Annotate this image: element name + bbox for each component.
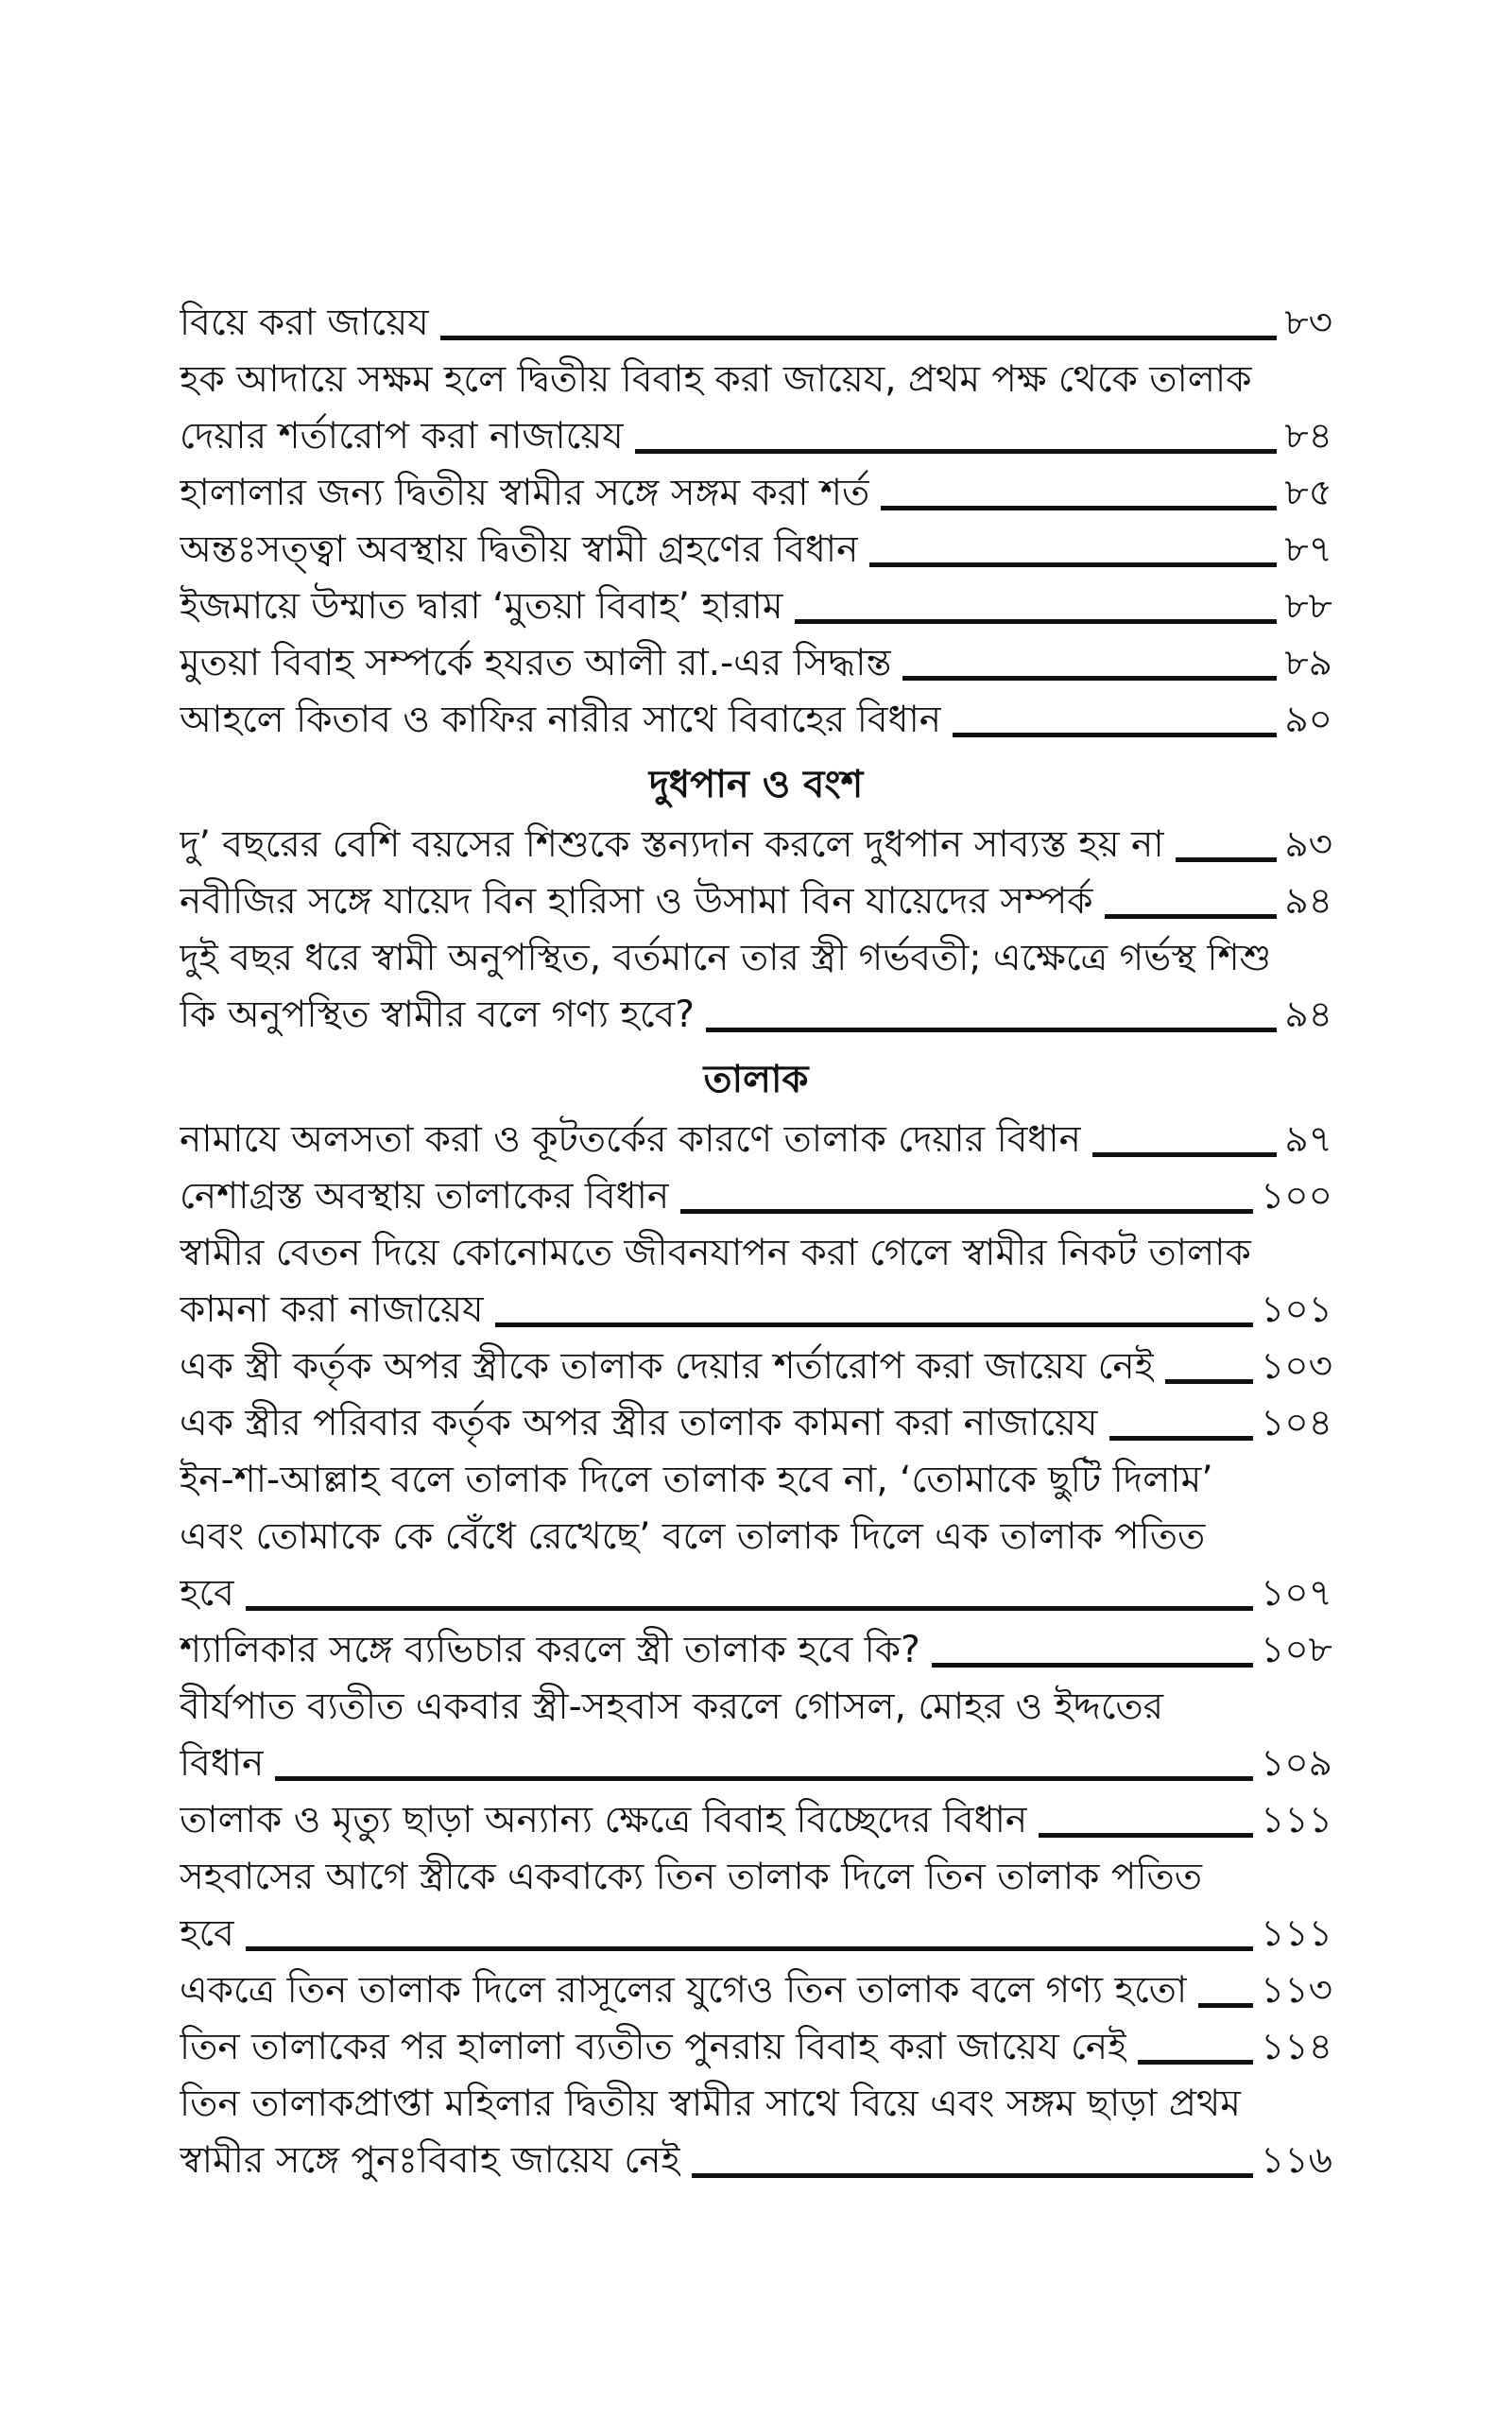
toc-entry-title-line: ইন-শা-আল্লাহ বলে তালাক দিলে তালাক হবে না, ‘তোমাকে ছুটি দিলাম’ <box>180 1459 1213 1501</box>
page-number: ৮৪ <box>1284 415 1332 458</box>
toc-entry-title: অন্তঃসত্ত্বা অবস্থায় দ্বিতীয় স্বামী গ্রহণের বিধান <box>180 528 859 571</box>
toc-entry-title-line: তিন তালাকপ্রাপ্তা মহিলার দ্বিতীয় স্বামীর সাথে বিয়ে এবং সঙ্গম ছাড়া প্রথম <box>180 2083 1241 2125</box>
toc-entry-title: দেয়ার শর্তারোপ করা নাজায়েয <box>180 415 624 458</box>
dot-leader-line <box>1105 914 1278 919</box>
toc-entry[interactable] <box>180 579 1332 635</box>
dot-leader-line <box>1092 1152 1277 1157</box>
toc-entry[interactable] <box>180 1225 1332 1339</box>
toc-entry-title: ইজমায়ে উম্মাত দ্বারা ‘মুতয়া বিবাহ’ হারাম <box>180 585 783 628</box>
toc-entry[interactable] <box>180 1339 1332 1395</box>
toc-entry-last-line <box>180 635 1332 692</box>
toc-entry-last-line <box>180 1339 1332 1395</box>
section-heading: তালাক <box>703 1058 809 1101</box>
toc-entry-title: স্বামীর সঙ্গে পুনঃবিবাহ জায়েয নেই <box>180 2139 680 2182</box>
page-number: ১১৩ <box>1261 1969 1332 2012</box>
dot-leader-line <box>1039 1833 1253 1838</box>
toc-entry-last-line <box>180 817 1332 873</box>
page-number: ৯০ <box>1284 699 1332 741</box>
dot-leader-line <box>953 733 1277 737</box>
dot-leader-line <box>932 1663 1253 1668</box>
toc-entry-title: তিন তালাকের পর হালালা ব্যতীত পুনরায় বিবাহ করা জায়েয নেই <box>180 2026 1127 2068</box>
page-number: ৮৯ <box>1284 642 1332 684</box>
toc-entry-title: হালালার জন্য দ্বিতীয় স্বামীর সঙ্গে সঙ্গম করা শর্ত <box>180 472 870 514</box>
toc-entry-last-line <box>180 2019 1332 2076</box>
toc-entry-title-line: দুই বছর ধরে স্বামী অনুপস্থিত, বর্তমানে তার স্ত্রী গর্ভবতী; এক্ষেত্রে গর্ভস্থ শিশু <box>180 937 1272 979</box>
toc-entry-title-line: বীর্যপাত ব্যতীত একবার স্ত্রী-সহবাস করলে গোসল, মোহর ও ইদ্দতের <box>180 1685 1164 1728</box>
dot-leader-line <box>902 676 1277 681</box>
dot-leader-line <box>1176 857 1278 862</box>
toc-entry[interactable] <box>180 522 1332 579</box>
toc-entry-title: বিধান <box>180 1742 265 1785</box>
toc-entry-title: বিয়ে করা জায়েয <box>180 302 429 344</box>
toc-entry-last-line <box>180 2133 1332 2189</box>
toc-entry-last-line <box>180 1906 1332 1962</box>
page-number: ৮৫ <box>1284 472 1332 514</box>
page-number: ১১১ <box>1261 1799 1332 1841</box>
page-number: ৯৩ <box>1284 823 1332 866</box>
toc-entry-last-line <box>180 579 1332 635</box>
page-number: ৮৩ <box>1284 302 1332 344</box>
toc-entry[interactable] <box>180 1168 1332 1225</box>
toc-entry-title: তালাক ও মৃত্যু ছাড়া অন্যান্য ক্ষেত্রে বিবাহ বিচ্ছেদের বিধান <box>180 1799 1028 1841</box>
dot-leader-line <box>440 336 1278 340</box>
toc-entry-title: কামনা করা নাজায়েয <box>180 1288 484 1331</box>
toc-entry-title: এক স্ত্রীর পরিবার কর্তৃক অপর স্ত্রীর তালাক কামনা করা নাজায়েয <box>180 1402 1098 1444</box>
toc-entry-title-line: স্বামীর বেতন দিয়ে কোনোমতে জীবনযাপন করা গেলে স্বামীর নিকট তালাক <box>180 1232 1251 1274</box>
toc-entry[interactable] <box>180 873 1332 930</box>
toc-entry[interactable] <box>180 1679 1332 1792</box>
toc-entry-last-line <box>180 1962 1332 2019</box>
toc-entry-last-line <box>180 1622 1332 1679</box>
toc-entry-title: নামাযে অলসতা করা ও কূটতর্কের কারণে তালাক দেয়ার বিধান <box>180 1118 1081 1161</box>
toc-entry[interactable] <box>180 692 1332 749</box>
toc-entry-last-line <box>180 987 1332 1044</box>
toc-entry[interactable] <box>180 1849 1332 1962</box>
toc-entry-title: নেশাগ্রস্ত অবস্থায় তালাকের বিধান <box>180 1175 670 1218</box>
page-number: ১০৩ <box>1260 1345 1332 1388</box>
toc-entry[interactable] <box>180 352 1332 465</box>
toc-entry-title-line: হক আদায়ে সক্ষম হলে দ্বিতীয় বিবাহ করা জায়েয, প্রথম পক্ষ থেকে তালাক <box>180 358 1252 401</box>
toc-entry-title: এক স্ত্রী কর্তৃক অপর স্ত্রীকে তালাক দেয়ার শর্তারোপ করা জায়েয নেই <box>180 1345 1154 1388</box>
dot-leader-line <box>1165 1379 1253 1384</box>
toc-entry[interactable] <box>180 465 1332 522</box>
page-number: ১০০ <box>1260 1175 1332 1218</box>
page-number: ৮৭ <box>1284 528 1332 571</box>
section-heading: দুধপান ও বংশ <box>648 763 864 806</box>
toc-entry[interactable] <box>180 930 1332 1044</box>
page-number: ১০৪ <box>1261 1402 1332 1444</box>
dot-leader-line <box>1109 1436 1254 1441</box>
dot-leader-line <box>1198 2003 1253 2008</box>
dot-leader-line <box>869 562 1277 567</box>
toc-entry-last-line <box>180 1168 1332 1225</box>
toc-entry-last-line <box>180 295 1332 352</box>
toc-entry[interactable] <box>180 1112 1332 1168</box>
toc-entry-last-line <box>180 1736 1332 1792</box>
toc-entry-last-line <box>180 692 1332 749</box>
toc-entry-title-line: সহবাসের আগে স্ত্রীকে একবাক্যে তিন তালাক দিলে তিন তালাক পতিত <box>180 1856 1203 1898</box>
toc-entry-last-line <box>180 1792 1332 1849</box>
page-number: ১১৪ <box>1261 2026 1332 2068</box>
toc-entry[interactable] <box>180 1792 1332 1849</box>
toc-entry[interactable] <box>180 2076 1332 2189</box>
page-number: ৯৪ <box>1284 994 1332 1036</box>
dot-leader-line <box>1138 2060 1253 2065</box>
dot-leader-line <box>795 619 1278 624</box>
toc-entry-title: একত্রে তিন তালাক দিলে রাসূলের যুগেও তিন তালাক বলে গণ্য হতো <box>180 1969 1188 2012</box>
page-number: ১০১ <box>1261 1288 1332 1331</box>
toc-entry-last-line <box>180 408 1332 465</box>
toc-entry-title: কি অনুপস্থিত স্বামীর বলে গণ্য হবে? <box>180 994 695 1036</box>
dot-leader-line <box>692 2173 1253 2178</box>
toc-entry-last-line <box>180 873 1332 930</box>
toc-entry[interactable] <box>180 295 1332 352</box>
page-number: ১১১ <box>1261 1912 1332 1955</box>
toc-entry-title: হবে <box>180 1572 234 1615</box>
dot-leader-line <box>706 1028 1277 1032</box>
toc-entry[interactable] <box>180 817 1332 873</box>
page-number: ১০৮ <box>1261 1629 1332 1671</box>
dot-leader-line <box>881 506 1277 510</box>
toc-entry-last-line <box>180 465 1332 522</box>
toc-entry[interactable] <box>180 2019 1332 2076</box>
dot-leader-line <box>275 1776 1253 1781</box>
toc-entry-title: মুতয়া বিবাহ সম্পর্কে হযরত আলী রা.-এর সিদ্ধান্ত <box>180 642 892 684</box>
page-number: ৯৭ <box>1284 1118 1332 1161</box>
toc-entry-last-line <box>180 1565 1332 1622</box>
dot-leader-line <box>635 449 1278 454</box>
dot-leader-line <box>246 1946 1253 1951</box>
page-number: ১১৬ <box>1261 2139 1332 2182</box>
toc-entry[interactable] <box>180 1962 1332 2019</box>
toc-entry[interactable] <box>180 1395 1332 1452</box>
toc-entry-last-line <box>180 1395 1332 1452</box>
toc-entry-last-line <box>180 522 1332 579</box>
toc-entry-last-line <box>180 1112 1332 1168</box>
toc-entry-title-line: এবং তোমাকে কে বেঁধে রেখেছে’ বলে তালাক দিলে এক তালাক পতিত <box>180 1515 1206 1558</box>
page-number: ৮৮ <box>1284 585 1332 628</box>
dot-leader-line <box>246 1606 1253 1611</box>
toc-entry-last-line <box>180 1282 1332 1339</box>
toc-entry[interactable] <box>180 1452 1332 1622</box>
toc-entry-title: নবীজির সঙ্গে যায়েদ বিন হারিসা ও উসামা বিন যায়েদের সম্পর্ক <box>180 880 1093 923</box>
dot-leader-line <box>680 1209 1253 1214</box>
toc-entry-title: হবে <box>180 1912 234 1955</box>
page-number: ১০৭ <box>1260 1572 1332 1615</box>
toc-entry-title: আহলে কিতাব ও কাফির নারীর সাথে বিবাহের বিধান <box>180 699 942 741</box>
toc-entry-title: শ্যালিকার সঙ্গে ব্যভিচার করলে স্ত্রী তালাক হবে কি? <box>180 1629 920 1671</box>
dot-leader-line <box>495 1322 1253 1327</box>
toc-entry[interactable] <box>180 635 1332 692</box>
toc-entry[interactable] <box>180 1622 1332 1679</box>
page-number: ৯৪ <box>1284 880 1332 923</box>
toc-entry-title: দু’ বছরের বেশি বয়সের শিশুকে স্তন্যদান করলে দুধপান সাব্যস্ত হয় না <box>180 823 1164 866</box>
page-number: ১০৯ <box>1261 1742 1332 1785</box>
